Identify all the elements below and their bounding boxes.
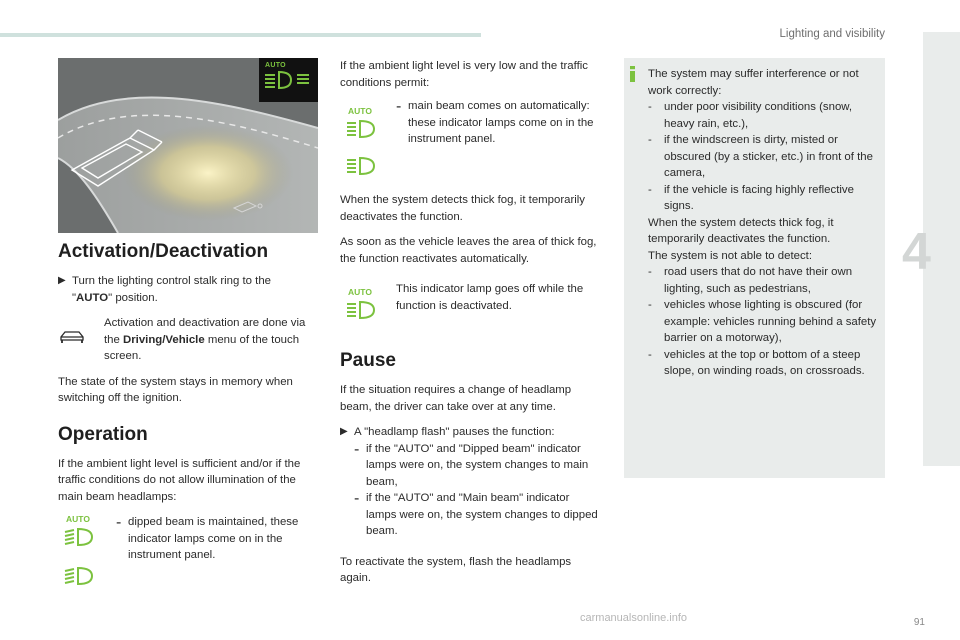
fog-leave-text: As soon as the vehicle leaves the area of thick fog, the function reactivates automatically. [340, 236, 597, 265]
footer-watermark: carmanualsonline.info [580, 612, 688, 624]
detect-item-text: vehicles whose lighting is obscured (for example: vehicles running behind a safety barrier on a motorway), [664, 299, 877, 344]
detect-item-text: road users that do not have their own lighting, such as pedestrians, [664, 266, 853, 295]
low-light-text: If the ambient light level is very low and the traffic conditions permit: [340, 60, 588, 89]
note-suffix: menu of the touch screen. [104, 333, 300, 362]
header-band [0, 33, 481, 37]
dipped-text: dipped beam is maintained, these indicator lamps come on in the instrument panel. [128, 516, 299, 561]
auto-label-3: AUTO [348, 287, 372, 297]
flash-item-text: if the "AUTO" and "Main beam" indicator lamps were on, the system changes to dipped beam. [366, 492, 598, 537]
detect-text: The system is not able to detect: [648, 249, 812, 262]
column-left [58, 58, 322, 588]
column-middle [340, 58, 602, 587]
main-beam-lamp-icon [346, 156, 380, 178]
note-prefix: Activation and deactivation are done via the [104, 317, 306, 346]
heading-operation: Operation [58, 423, 148, 445]
info-icon [629, 66, 637, 82]
step-turn-stalk [58, 273, 322, 306]
interference-item-text: under poor visibility conditions (snow, heavy rain, etc.), [664, 101, 853, 130]
auto-dipped-indicator [58, 514, 92, 554]
interference-text: The system may suffer interference or not work correctly: [648, 68, 859, 97]
detect-item-2: - vehicles whose lighting is obscured (for example: vehicles running behind a safety barrier on a motorway), [648, 297, 882, 347]
pause-text: If the situation requires a change of headlamp beam, the driver can take over at any time. [340, 384, 572, 413]
step-turn-auto: AUTO [76, 291, 109, 304]
step-turn-quote-open: " [72, 291, 77, 304]
detect-item-3: - vehicles at the top or bottom of a steep slope, on winding roads, on crossroads. [648, 347, 882, 380]
memory-text: The state of the system stays in memory when switching off the ignition. [58, 375, 293, 404]
fog-text: When the system detects thick fog, it temporarily deactivates the function. [340, 194, 585, 223]
heading-activation: Activation/Deactivation [58, 241, 269, 262]
info-note-box [624, 58, 885, 478]
auto-label: AUTO [66, 514, 90, 524]
detect-item-1: - road users that do not have their own lighting, such as pedestrians, [648, 264, 882, 297]
car-icon [58, 315, 104, 349]
operation-text: If the ambient light level is sufficient and/or if the traffic conditions do not allow illumination of the main beam headlamps: [58, 457, 301, 503]
auto-indicator-badge [259, 58, 318, 102]
main-beam-item: AUTO - main beam comes on automatically: these indicator lamps come on in the instrument panel. [340, 98, 602, 178]
dipped-beam-item: AUTO - dipped beam is maintained, these indicator lamps come on in the instrument panel. [58, 514, 322, 588]
auto-label-2: AUTO [348, 106, 372, 116]
lamp-off-text: This indicator lamp goes off while the function is deactivated. [396, 283, 584, 312]
detect-item-text: vehicles at the top or bottom of a steep slope, on winding roads, on crossroads. [664, 348, 865, 377]
main-beam-lamp [340, 156, 374, 178]
dipped-beam-icon [64, 527, 98, 553]
main-beam-icon [259, 58, 318, 102]
dipped-beam-lamp-icon [64, 566, 98, 588]
heading-pause: Pause [340, 350, 396, 371]
note-menu-name: Driving/Vehicle [123, 333, 205, 346]
main-beam-indicator-icon [346, 119, 380, 145]
interference-item-3: - if the vehicle is facing highly reflective signs. [648, 182, 882, 215]
lamp-off-item [340, 281, 602, 327]
interference-item-text: if the vehicle is facing highly reflective signs. [664, 183, 854, 212]
auto-main-indicator [340, 106, 374, 146]
dipped-beam-lamp [58, 566, 92, 588]
reactivate-text: To reactivate the system, flash the headlamps again. [340, 555, 572, 584]
flash-text: A "headlamp flash" pauses the function: [354, 426, 555, 438]
step-turn-text: Turn the lighting control stalk ring to the [72, 275, 272, 287]
auto-off-beam-icon [346, 300, 380, 326]
interference-item-1: - under poor visibility conditions (snow, heavy rain, etc.), [648, 99, 882, 132]
road-illustration [58, 58, 318, 233]
box-fog-text: When the system detects thick fog, it temporarily deactivates the function. [648, 216, 834, 245]
main-beam-text: main beam comes on automatically: these indicator lamps come on in the instrument panel. [408, 100, 594, 145]
interference-item-2: - if the windscreen is dirty, misted or obscured (by a sticker, etc.) in front of the camera, [648, 132, 882, 182]
flash-step [340, 424, 602, 540]
section-title: Lighting and visibility [779, 28, 885, 40]
page-number: 91 [913, 617, 925, 628]
arrow-right-icon: ▶ [340, 426, 348, 437]
flash-item-text: if the "AUTO" and "Dipped beam" indicator lamps were on, the system changes to main beam, [366, 442, 589, 488]
touchscreen-note [58, 315, 322, 365]
flash-item-1: - if the "AUTO" and "Dipped beam" indicator lamps were on, the system changes to main beam, [354, 441, 602, 491]
auto-badge-label: AUTO [265, 62, 286, 69]
arrow-right-icon: ▶ [58, 275, 66, 286]
step-turn-quote-close: " position. [108, 291, 158, 304]
chapter-number: 4 [902, 223, 931, 281]
auto-off-indicator [340, 287, 374, 327]
flash-item-2: - if the "AUTO" and "Main beam" indicator lamps were on, the system changes to dipped beam. [354, 490, 602, 540]
interference-item-text: if the windscreen is dirty, misted or obscured (by a sticker, etc.) in front of the camera, [664, 134, 873, 179]
